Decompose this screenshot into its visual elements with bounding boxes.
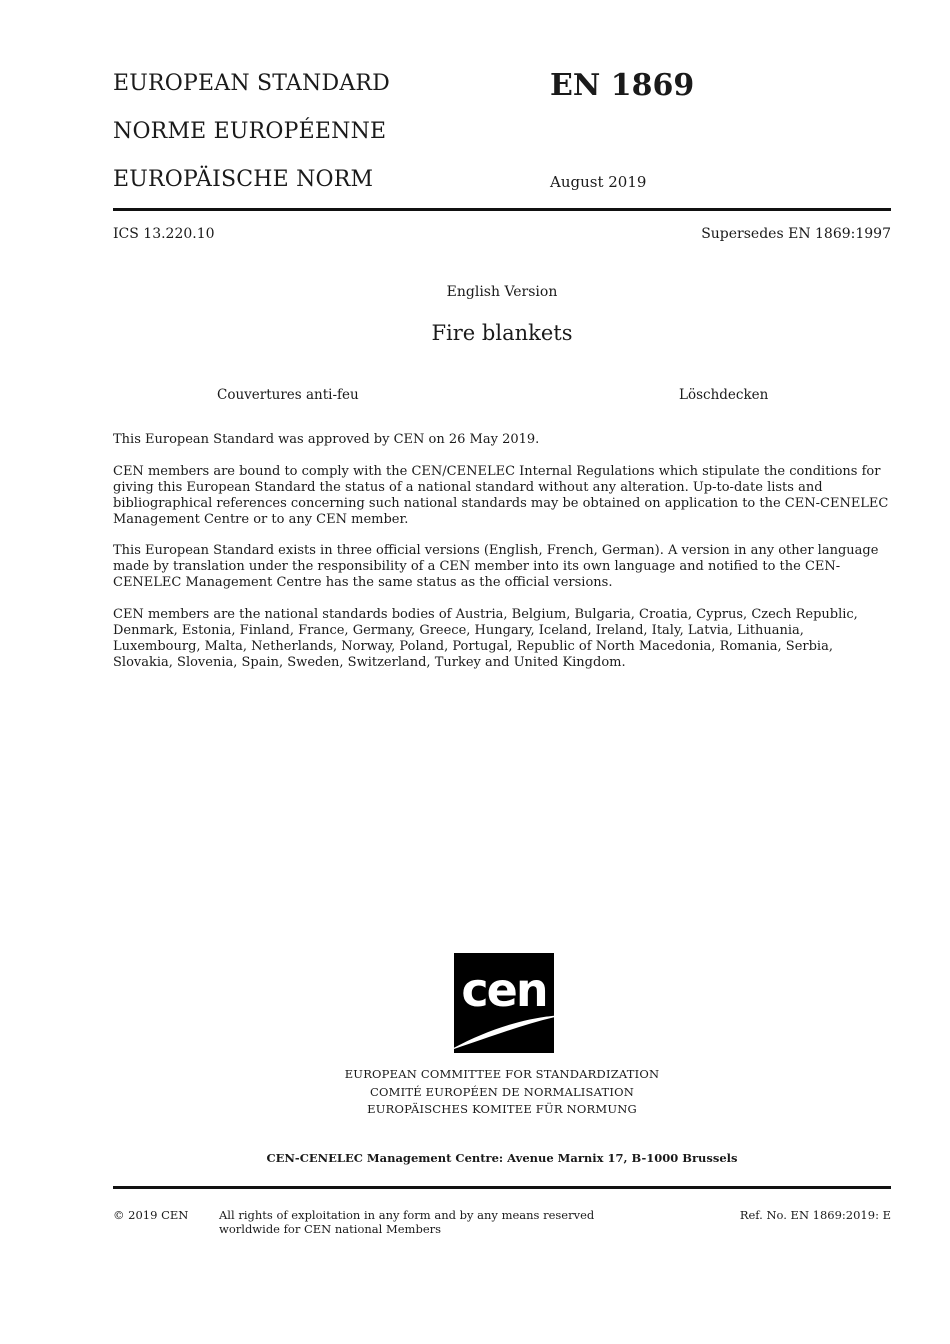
approval-paragraph: This European Standard was approved by CEN on 26 May 2019. xyxy=(113,432,540,447)
management-centre-address: CEN-CENELEC Management Centre: Avenue Marnix 17, B-1000 Brussels xyxy=(266,1151,738,1165)
org-name-english: EUROPEAN COMMITTEE FOR STANDARDIZATION xyxy=(344,1067,660,1081)
title-german: EUROPÄISCHE NORM xyxy=(113,167,374,192)
org-name-german: EUROPÄISCHES KOMITEE FÜR NORMUNG xyxy=(367,1102,637,1116)
reference-number: Ref. No. EN 1869:2019: E xyxy=(739,1208,891,1222)
copyright-notice: © 2019 CEN xyxy=(113,1208,189,1222)
rights-line-2: worldwide for CEN national Members xyxy=(219,1222,442,1236)
standard-number: EN 1869 xyxy=(550,68,695,103)
org-name-french: COMITÉ EUROPÉEN DE NORMALISATION xyxy=(369,1085,635,1099)
version-label: English Version xyxy=(446,284,558,300)
cen-logo-swoosh xyxy=(454,1015,554,1051)
versions-paragraph: This European Standard exists in three official versions (English, French, German). A version in any other language made by translation under the responsibility of a CEN member into its own language and notified to the CEN-CENELEC Management Centre has the same status as the official versions. xyxy=(113,543,879,590)
ics-code: ICS 13.220.10 xyxy=(113,226,215,242)
footer-divider xyxy=(113,1186,891,1189)
regulations-paragraph: CEN members are bound to comply with the CEN/CENELEC Internal Regulations which stipulate the conditions for giving this European Standard the status of a national standard without any alteration. Up-to-date lists and bibliographical references concerning such national standards may be obtained on application to the CEN-CENELEC Management Centre or to any CEN member. xyxy=(113,464,889,527)
title-french-translation: Couvertures anti-feu xyxy=(217,387,359,403)
title-french: NORME EUROPÉENNE xyxy=(113,119,387,144)
header-divider xyxy=(113,208,891,211)
cen-logo-text: cen xyxy=(461,963,547,1017)
supersedes-note: Supersedes EN 1869:1997 xyxy=(701,226,891,242)
title-german-translation: Löschdecken xyxy=(679,387,769,403)
members-paragraph: CEN members are the national standards bodies of Austria, Belgium, Bulgaria, Croatia, Cyprus, Czech Republic, Denmark, Estonia, Finland, France, Germany, Greece, Hungary, Iceland, Ireland, Italy, Latvia, Lithuania, Luxembourg, Malta, Netherlands, Norway, Poland, Portugal, Republic of North Macedonia, Romania, Serbia, Slovakia, Slovenia, Spain, Sweden, Switzerland, Turkey and United Kingdom. xyxy=(113,607,858,670)
publication-date: August 2019 xyxy=(550,173,647,191)
document-title: Fire blankets xyxy=(431,321,573,345)
title-english: EUROPEAN STANDARD xyxy=(113,71,391,96)
cen-logo xyxy=(454,953,554,1053)
cen-logo-icon xyxy=(454,953,554,1053)
rights-line-1: All rights of exploitation in any form and by any means reserved xyxy=(219,1208,595,1222)
